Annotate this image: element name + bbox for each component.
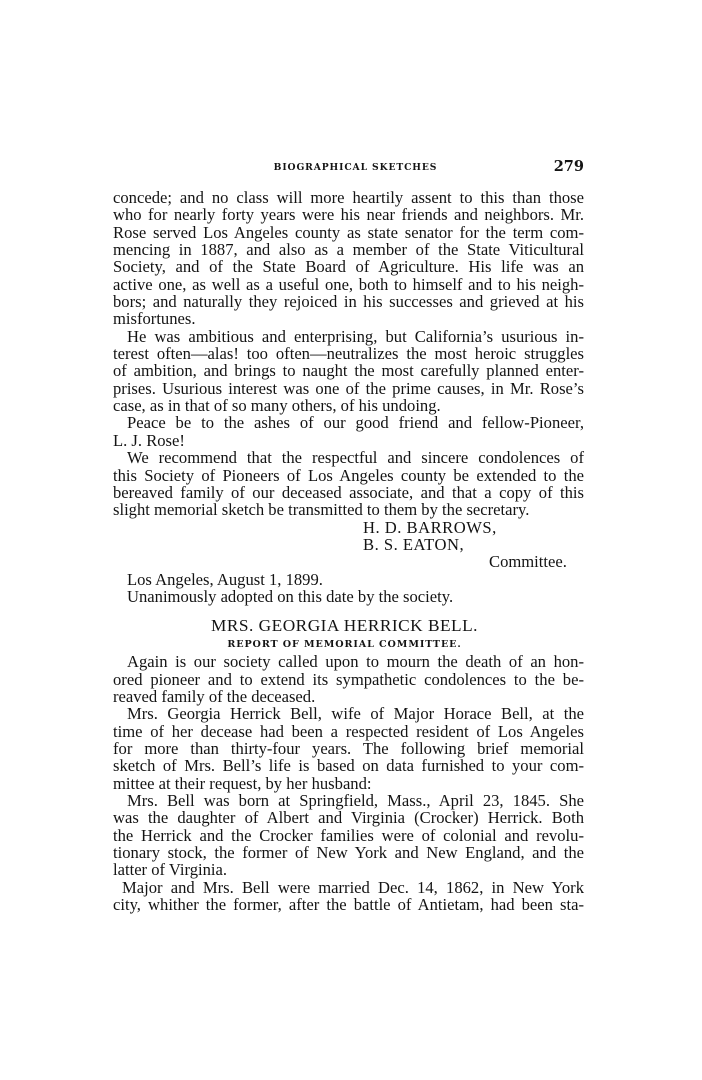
text-line: Society, and of the State Board of Agriculture. His life was an [113,257,584,277]
signatory-name: B. S. EATON, [363,534,465,554]
text-line: case, as in that of so many others, of his undoing. [113,396,441,416]
rose-paragraph-3 [113,414,584,449]
signatory-role: Committee. [489,552,567,572]
text-line: mittee at their request, by her husband: [113,773,372,793]
page-body [113,189,584,913]
text-line: active one, as well as a useful one, both to himself and to his neigh- [113,274,584,294]
text-line: this Society of Pioneers of Los Angeles county be extended to the [113,465,584,485]
text-line: Mrs. Bell was born at Springfield, Mass., April 23, 1845. She [127,791,584,810]
text-line: Rose served Los Angeles county as state senator for the term com- [113,222,584,242]
rose-paragraph-1 [113,189,584,328]
section-heading: MRS. GEORGIA HERRICK BELL. [211,616,478,636]
text-line: sketch of Mrs. Bell’s life is based on data furnished to your com- [113,756,584,776]
text-line: mencing in 1887, and also as a member of the State Viticultural [113,240,584,260]
text-line: Mrs. Georgia Herrick Bell, wife of Major Horace Bell, at the [127,704,584,724]
text-line: bors; and naturally they rejoiced in his successes and grieved at his [113,292,584,312]
text-line: ored pioneer and to extend its sympathetic condolences to the be- [113,669,584,689]
bell-paragraph-3 [113,792,584,879]
section-subheading: REPORT OF MEMORIAL COMMITTEE. [227,639,462,651]
text-line: L. J. Rose! [113,430,185,450]
text-line: time of her decease had been a respected resident of Los Angeles [113,721,584,741]
text-line: reaved family of the deceased. [113,686,316,706]
text-line: city, whither the former, after the battle of Antietam, had been sta- [113,895,584,915]
text-line: of ambition, and brings to naught the most carefully planned enter- [113,361,584,381]
signatory-name: H. D. BARROWS, [363,517,497,537]
text-line: Major and Mrs. Bell were married Dec. 14, 1862, in New York [122,877,584,897]
text-line: concede; and no class will more heartily assent to this than those [113,188,584,207]
text-line: slight memorial sketch be transmitted to them by the secretary. [113,500,530,520]
text-line: latter of Virginia. [113,860,228,880]
text-line: bereaved family of our deceased associate, and that a copy of this [113,482,584,502]
bell-paragraph-4 [113,879,584,914]
text-line: for more than thirty-four years. The following brief memorial [113,738,584,758]
text-line: was the daughter of Albert and Virginia (Crocker) Herrick. Both [113,808,584,828]
text-line: misfortunes. [113,309,196,329]
text-line: prises. Usurious interest was one of the prime causes, in Mr. Rose’s [113,378,584,398]
page-number: 279 [553,158,584,175]
signature-block [113,519,584,571]
text-line: the Herrick and the Crocker families were of colonial and revolu- [113,825,584,845]
bell-paragraph-2 [113,705,584,792]
rose-paragraph-4 [113,449,584,518]
adoption-note: Unanimously adopted on this date by the society. [127,586,454,606]
bell-paragraph-1 [113,653,584,705]
text-line: Peace be to the ashes of our good friend and fellow-Pioneer, [127,413,584,433]
text-line: We recommend that the respectful and sincere condolences of [127,448,584,468]
running-title: BIOGRAPHICAL SKETCHES [273,162,438,173]
text-line: He was ambitious and enterprising, but California’s usurious in- [127,326,584,346]
text-line: Again is our society called upon to mourn the death of an hon- [127,652,584,672]
text-line: terest often—alas! too often—neutralizes the most heroic struggles [113,344,584,364]
rose-paragraph-2 [113,328,584,415]
running-header [113,158,584,178]
place-date: Los Angeles, August 1, 1899. [127,569,323,589]
text-line: tionary stock, the former of New York and New England, and the [113,843,584,863]
text-line: who for nearly forty years were his near friends and neighbors. Mr. [113,205,584,225]
